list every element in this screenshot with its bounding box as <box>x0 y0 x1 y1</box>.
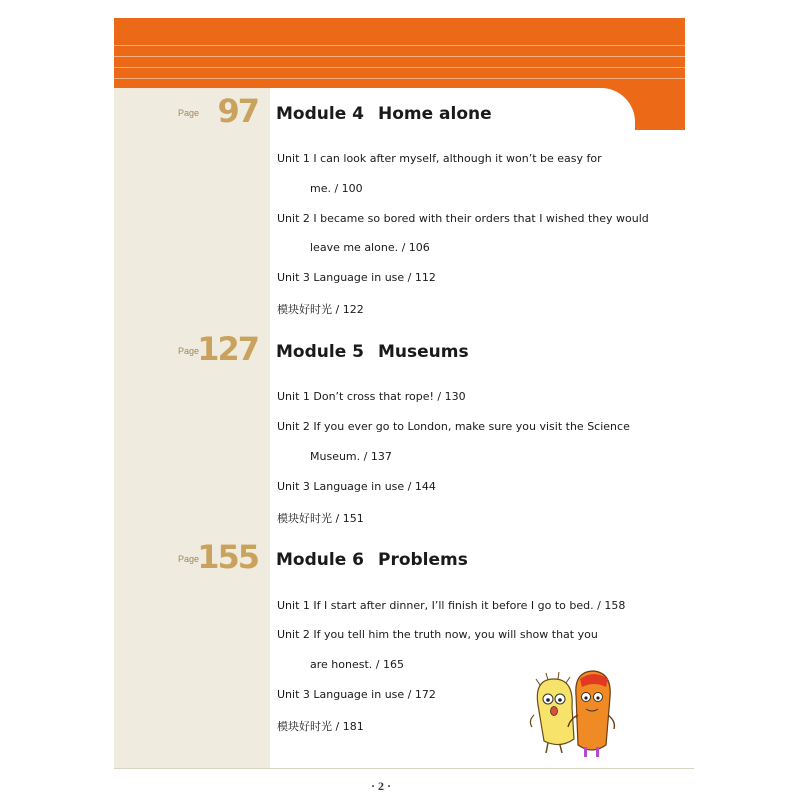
toc-entry[interactable]: Unit 3 Language in use / 112 <box>277 271 436 284</box>
toc-entry[interactable]: Unit 3 Language in use / 172 <box>277 688 436 701</box>
module-title[interactable] <box>276 550 468 570</box>
toc-entry[interactable]: Unit 3 Language in use / 144 <box>277 480 436 493</box>
toc-entry[interactable]: Unit 1 If I start after dinner, I’ll finish it before I go to bed. / 158 <box>277 599 626 612</box>
page-label: Page <box>178 554 200 564</box>
toc-entry[interactable]: Unit 1 Don’t cross that rope! / 130 <box>277 390 466 403</box>
module-name: Museums <box>377 342 469 362</box>
toc-entry-cont[interactable]: me. / 100 <box>310 182 363 195</box>
orange-mascot-icon <box>568 671 614 757</box>
module-number: Module 4 <box>276 104 364 124</box>
toc-entry-cont[interactable]: leave me alone. / 106 <box>310 241 430 254</box>
page-label: Page <box>178 108 200 118</box>
toc-entry[interactable]: Unit 2 If you tell him the truth now, you will show that you <box>277 628 598 641</box>
mascots-illustration <box>520 665 620 760</box>
toc-entry[interactable]: 模块好时光 / 151 <box>277 512 364 525</box>
toc-entry-cont[interactable]: are honest. / 165 <box>310 658 404 671</box>
yellow-mascot-icon <box>530 672 580 753</box>
module-name: Problems <box>377 550 468 570</box>
module-name: Home alone <box>377 104 492 124</box>
module-number: Module 6 <box>276 550 364 570</box>
bottom-rule <box>114 768 694 769</box>
toc-entry[interactable]: 模块好时光 / 122 <box>277 303 364 316</box>
module-start-page: 127 <box>197 330 258 368</box>
module-start-page: 155 <box>197 538 258 576</box>
module-title[interactable] <box>276 342 469 362</box>
module-title[interactable] <box>276 104 492 124</box>
toc-entry[interactable]: Unit 2 If you ever go to London, make sure you visit the Science <box>277 420 630 433</box>
page-number: · 2 · <box>371 779 392 793</box>
toc-entry[interactable]: Unit 1 I can look after myself, although it won’t be easy for <box>277 152 602 165</box>
module-start-page: 97 <box>217 92 258 130</box>
left-margin-panel <box>114 88 270 768</box>
toc-entry[interactable]: Unit 2 I became so bored with their orders that I wished they would <box>277 212 649 225</box>
toc-entry-cont[interactable]: Museum. / 137 <box>310 450 392 463</box>
toc-entry[interactable]: 模块好时光 / 181 <box>277 720 364 733</box>
module-number: Module 5 <box>276 342 364 362</box>
page-label: Page <box>178 346 200 356</box>
